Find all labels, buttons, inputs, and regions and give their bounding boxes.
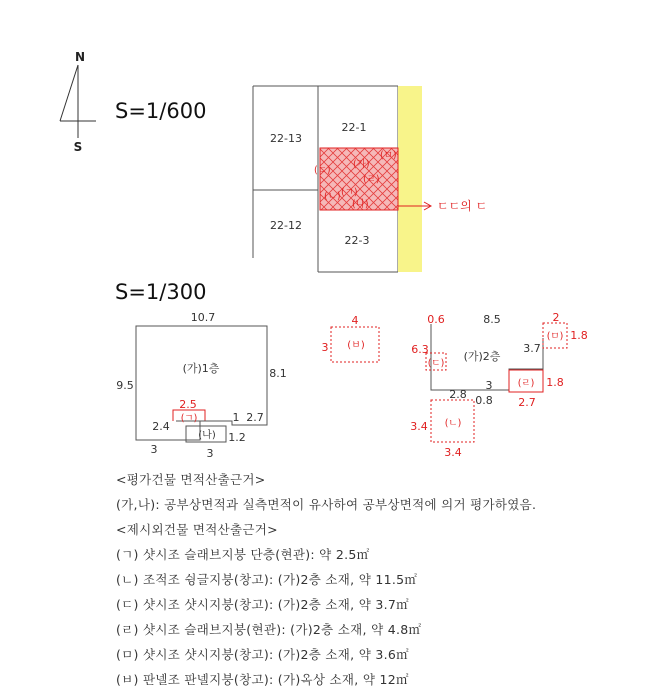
box-b-dim-top: 4: [351, 314, 359, 327]
note-line-d: (ㄷ) 샷시조 샷시지붕(창고): (가)2층 소재, 약 3.7㎡: [116, 597, 409, 612]
floor2-name: (가)2층: [463, 350, 501, 363]
floor1-dim-2-4: 2.4: [152, 420, 170, 433]
note-heading-extra: <제시외건물 면적산출근거>: [116, 522, 278, 537]
site-mark-d: (ㄷ): [314, 165, 331, 176]
note-line-m: (ㅁ) 샷시조 샷시지붕(창고): (가)2층 소재, 약 3.6㎡: [116, 647, 409, 662]
lot-label-22-12: 22-12: [270, 219, 302, 232]
floor1-dim-1-2: 1.2: [228, 431, 246, 444]
floor2-dim-0-8: 0.8: [475, 394, 493, 407]
site-mark-n: (ㄴ): [324, 191, 341, 202]
floor2-dim-2-7: 2.7: [518, 396, 536, 409]
note-heading-evaluation: <평가건물 면적산출근거>: [116, 472, 266, 487]
site-mark-na: (나): [352, 199, 369, 210]
floor2-dim-3: 3: [485, 379, 493, 392]
note-line-ga-na: (가,나): 공부상면적과 실측면적이 유사하여 공부상면적에 의거 평가하였음.: [116, 497, 537, 512]
floor1-dim-3b: 3: [206, 447, 214, 460]
floor1-dim-right: 8.1: [269, 367, 287, 380]
site-mark-m: (ㅁ): [380, 150, 397, 161]
lot-label-22-3: 22-3: [344, 234, 370, 247]
note-line-g: (ㄱ) 샷시조 슬래브지붕 단층(현관): 약 2.5㎡: [116, 547, 370, 562]
floor2-dim-3-7: 3.7: [523, 342, 541, 355]
site-annotation-label: ㄷㄷ의 ㄷ: [437, 199, 488, 213]
floor2-mark-m: (ㅁ): [546, 331, 564, 342]
site-mark-g: (ㄱ): [341, 187, 358, 198]
lot-label-22-13: 22-13: [270, 132, 302, 145]
floor2-dim-0-6: 0.6: [427, 313, 445, 326]
site-plan-scale: S=1/600: [115, 99, 207, 123]
floor1-name: (가)1층: [182, 362, 220, 375]
note-line-b: (ㅂ) 판넬조 판넬지붕(창고): (가)옥상 소재, 약 12㎡: [116, 672, 409, 687]
road-strip: [398, 86, 422, 272]
floor2-dim-3-4a: 3.4: [410, 420, 428, 433]
floor2-dim-6-3: 6.3: [411, 343, 429, 356]
floor2-dim-1-8a: 1.8: [570, 329, 588, 342]
floor2-mark-r: (ㄹ): [517, 378, 535, 389]
site-mark-ga: (가): [353, 159, 370, 170]
north-arrow-icon: [60, 65, 96, 138]
compass-south-label: S: [73, 140, 83, 154]
site-mark-r: (ㄹ): [363, 174, 380, 185]
floor2-dim-2-8: 2.8: [449, 388, 467, 401]
floor-plan-scale: S=1/300: [115, 280, 207, 304]
floor2-dim-1-8b: 1.8: [546, 376, 564, 389]
floor1-dim-2-7: 2.7: [246, 411, 264, 424]
box-b-mark: (ㅂ): [347, 340, 365, 351]
floor1-dim-top: 10.7: [190, 311, 216, 324]
box-b-dim-left: 3: [321, 341, 329, 354]
note-line-n: (ㄴ) 조적조 슁글지붕(창고): (가)2층 소재, 약 11.5㎡: [116, 572, 418, 587]
compass-north-label: N: [74, 50, 86, 64]
note-line-r: (ㄹ) 샷시조 슬래브지붕(현관): (가)2층 소재, 약 4.8㎡: [116, 622, 422, 637]
floor1-annex-na-label: (나): [198, 430, 216, 441]
floor1-dim-2-5: 2.5: [179, 398, 197, 411]
floor2-dim-8-5: 8.5: [483, 313, 501, 326]
floor1-dim-1: 1: [232, 411, 240, 424]
floor2-dim-2: 2: [552, 311, 560, 324]
floor2-mark-n: (ㄴ): [444, 418, 462, 429]
floor1-dim-3: 3: [150, 443, 158, 456]
floor2-dim-3-4b: 3.4: [444, 446, 462, 459]
lot-label-22-1: 22-1: [341, 121, 367, 134]
floor1-dim-left: 9.5: [116, 379, 134, 392]
floor2-mark-d: (ㄷ): [427, 358, 445, 369]
floor1-mark-g: (ㄱ): [180, 413, 198, 424]
